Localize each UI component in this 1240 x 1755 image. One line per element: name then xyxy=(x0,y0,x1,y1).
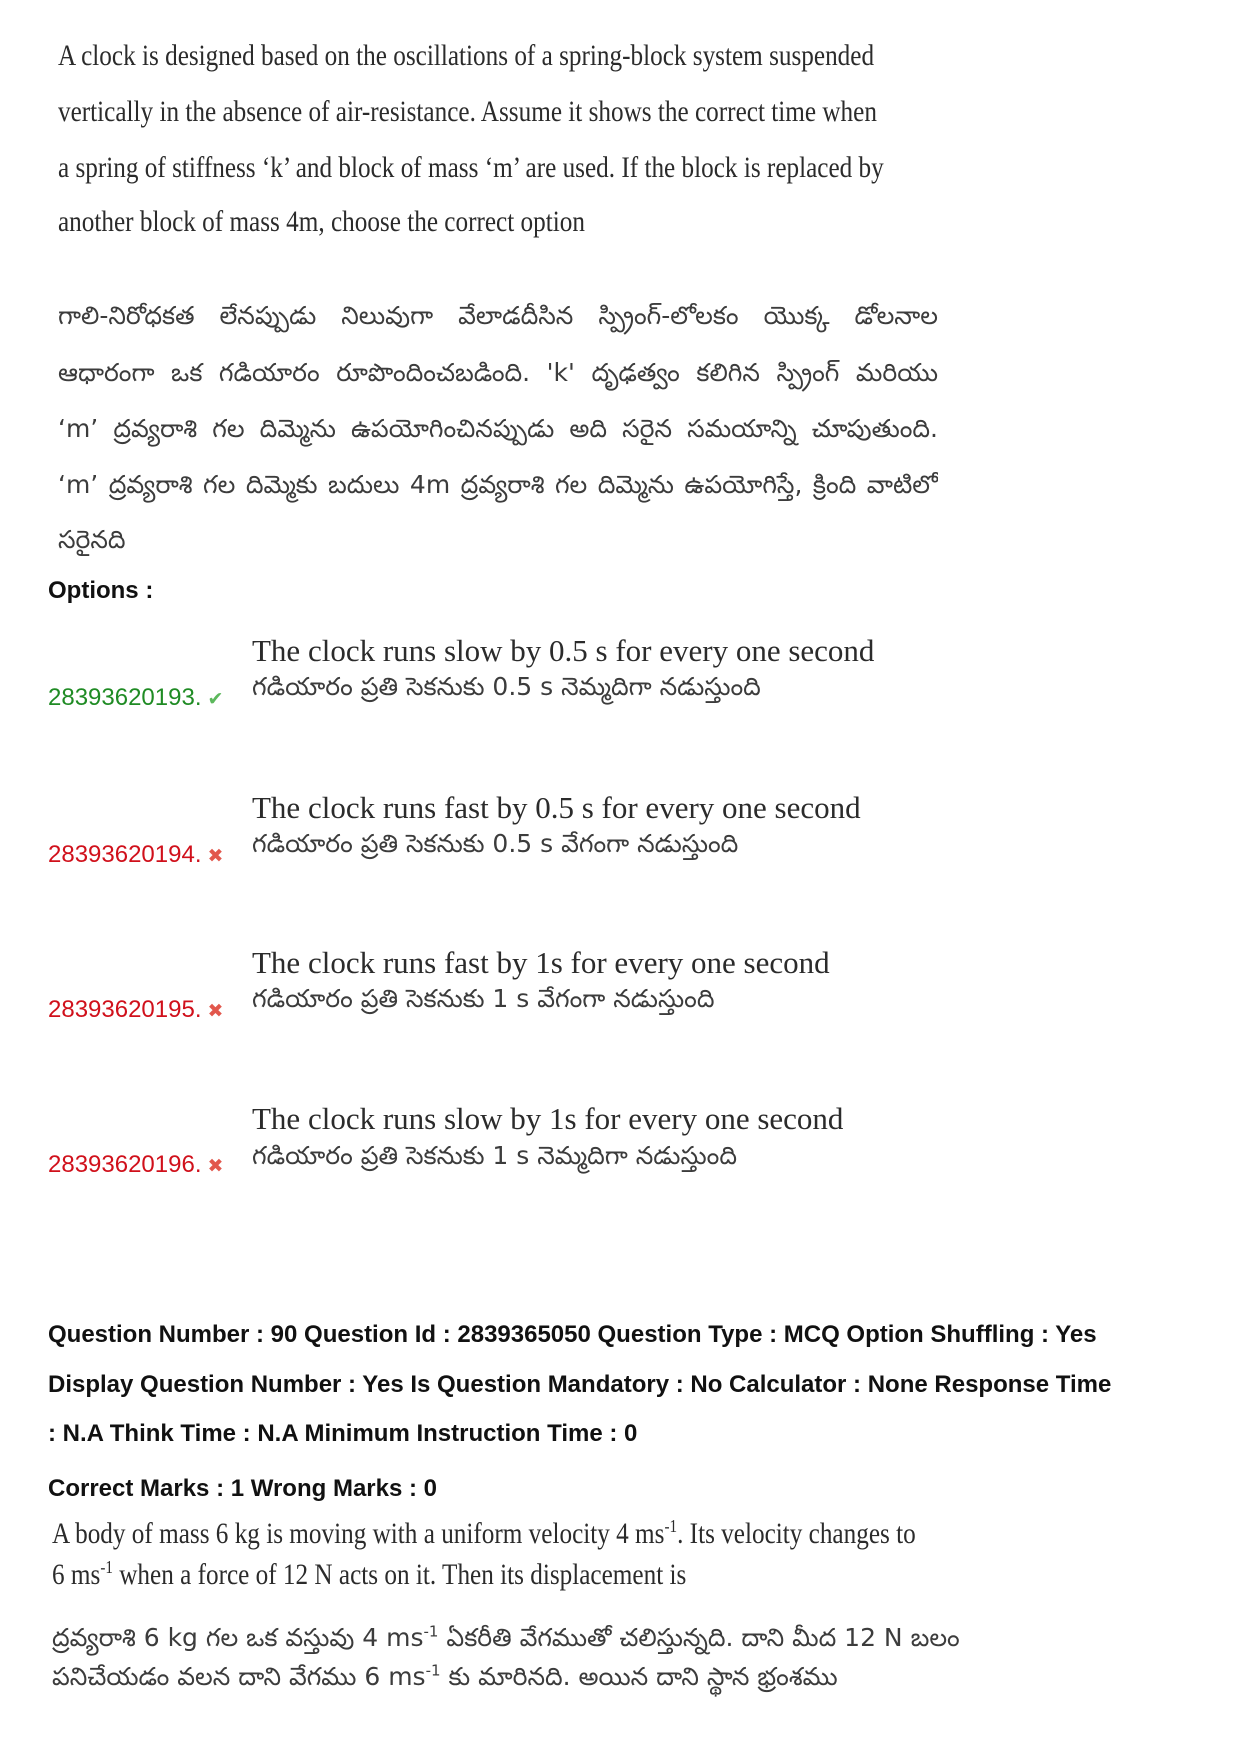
option-telugu-text: గడియారం ప్రతి సెకనుకు 1 s నెమ్మదిగా నడుస్తుంది xyxy=(252,1141,737,1170)
option-id: 28393620195. xyxy=(48,996,202,1023)
option-telugu-text: గడియారం ప్రతి సెకనుకు 1 s వేగంగా నడుస్తుంది xyxy=(252,984,715,1013)
option-id: 28393620194. xyxy=(48,841,202,868)
question-telugu-line: గాలి-నిరోధకత లేనప్పుడు నిలువుగా వేలాడదీసిన స్ప్రింగ్-లోలకం యొక్క డోలనాల xyxy=(58,301,938,330)
option-id-row xyxy=(48,990,248,1030)
text-segment: పనిచేయడం వలన దాని వేగము 6 ms xyxy=(52,1662,426,1691)
text-segment: కు మారినది. అయిన దాని స్థాన భ్రంశము xyxy=(440,1662,838,1691)
question-english-line xyxy=(52,1512,993,1556)
question-english-line: another block of mass 4m, choose the correct option xyxy=(58,205,585,238)
option-id-row xyxy=(48,678,248,718)
option-id-row xyxy=(48,835,248,875)
superscript: -1 xyxy=(425,1661,441,1680)
option-english-text: The clock runs slow by 1s for every one second xyxy=(252,1101,844,1136)
option-english-text: The clock runs fast by 1s for every one second xyxy=(252,945,830,980)
cross-icon xyxy=(208,836,224,875)
text-segment: . Its velocity changes to xyxy=(677,1517,916,1550)
option-id: 28393620193. xyxy=(48,684,202,711)
superscript: -1 xyxy=(664,1516,678,1536)
superscript: -1 xyxy=(423,1622,439,1641)
superscript: -1 xyxy=(100,1557,113,1577)
text-segment: A body of mass 6 kg is moving with a uniform velocity 4 ms xyxy=(52,1517,665,1550)
option-id-row xyxy=(48,1145,248,1185)
text-segment: ద్రవ్యరాశి 6 kg గల ఒక వస్తువు 4 ms xyxy=(52,1623,424,1652)
text-segment: 6 ms xyxy=(52,1558,101,1591)
text-segment: when a force of 12 N acts on it. Then its displacement is xyxy=(112,1558,687,1591)
question-english-line: a spring of stiffness ‘k’ and block of mass ‘m’ are used. If the block is replaced by xyxy=(58,151,884,184)
option-telugu-text: గడియారం ప్రతి సెకనుకు 0.5 s వేగంగా నడుస్తుంది xyxy=(252,829,739,858)
question-metadata-line: Display Question Number : Yes Is Question Mandatory : No Calculator : None Response Time xyxy=(48,1371,1112,1398)
question-telugu-line: ‘m’ ద్రవ్యరాశి గల దిమ్మెకు బదులు 4m ద్రవ్యరాశి గల దిమ్మెను ఉపయోగిస్తే, క్రింది వాటిలో xyxy=(58,470,938,499)
question-telugu-line: ‘m’ ద్రవ్యరాశి గల దిమ్మెను ఉపయోగించినప్పుడు అది సరైన సమయాన్ని చూపుతుంది. xyxy=(58,414,938,443)
question-telugu-line xyxy=(52,1616,1152,1660)
question-english-line: A clock is designed based on the oscillations of a spring-block system suspended xyxy=(58,39,875,72)
question-metadata-line: : N.A Think Time : N.A Minimum Instruction Time : 0 xyxy=(48,1420,638,1447)
question-english-line: vertically in the absence of air-resistance. Assume it shows the correct time when xyxy=(58,95,877,128)
question-telugu-line xyxy=(52,1655,1152,1699)
options-heading: Options : xyxy=(48,577,154,604)
question-english-line xyxy=(52,1553,993,1597)
question-telugu-line: సరైనది xyxy=(58,525,126,554)
marks-line: Correct Marks : 1 Wrong Marks : 0 xyxy=(48,1475,438,1502)
option-id: 28393620196. xyxy=(48,1151,202,1178)
question-telugu-line: ఆధారంగా ఒక గడియారం రూపొందించబడింది. 'k' దృఢత్వం కలిగిన స్ప్రింగ్ మరియు xyxy=(58,358,938,387)
cross-icon xyxy=(208,1146,224,1185)
option-telugu-text: గడియారం ప్రతి సెకనుకు 0.5 s నెమ్మదిగా నడుస్తుంది xyxy=(252,672,761,701)
option-english-text: The clock runs fast by 0.5 s for every one second xyxy=(252,790,861,825)
check-icon xyxy=(208,679,224,718)
question-metadata-line: Question Number : 90 Question Id : 2839365050 Question Type : MCQ Option Shuffling : Yes xyxy=(48,1321,1097,1348)
option-english-text: The clock runs slow by 0.5 s for every one second xyxy=(252,633,875,668)
cross-icon xyxy=(208,991,224,1030)
text-segment: ఏకరీతి వేగముతో చలిస్తున్నది. దాని మీద 12 N బలం xyxy=(438,1623,960,1652)
